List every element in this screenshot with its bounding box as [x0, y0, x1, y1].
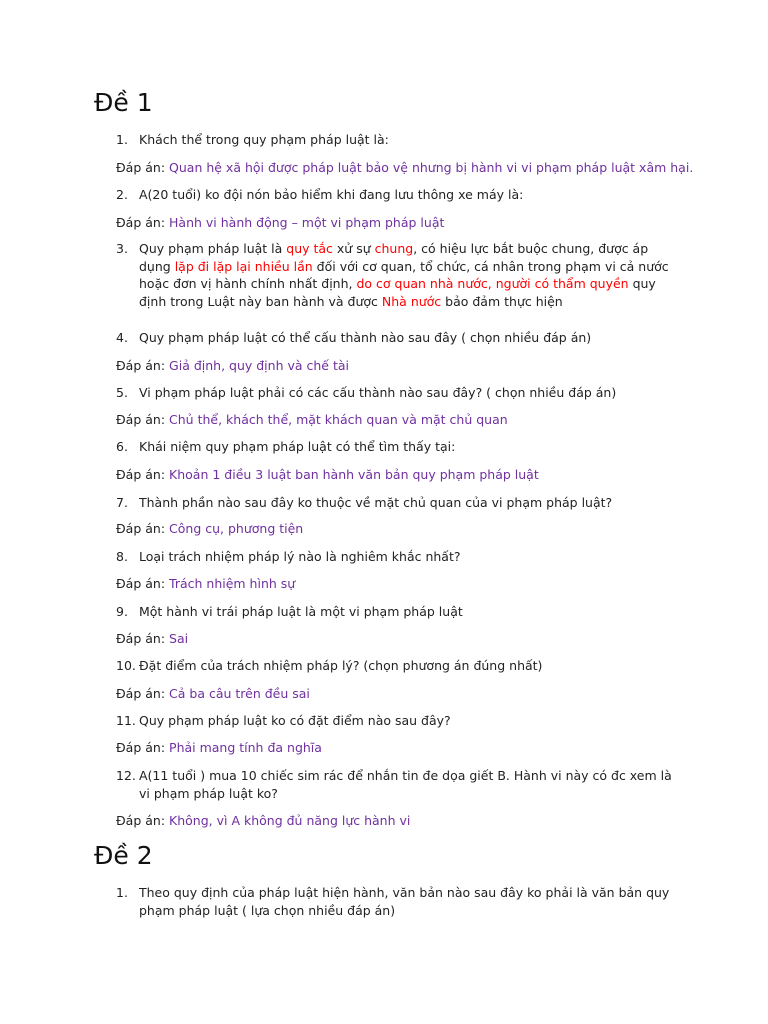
answer-prefix: Đáp án:: [116, 686, 170, 701]
answer-prefix: Đáp án:: [116, 631, 170, 646]
answer-prefix: Đáp án:: [116, 467, 170, 482]
text-segment: , có hiệu lực bắt buộc chung, được áp dụng: [139, 241, 649, 274]
answer-10: [116, 685, 716, 703]
answer-value: Sai: [169, 631, 189, 646]
question-text: Đặt điểm của trách nhiệm pháp lý? (chọn phương án đúng nhất): [139, 658, 543, 673]
answer-4: [116, 357, 716, 375]
answer-value: Trách nhiệm hình sự: [169, 576, 296, 591]
question-text: Loại trách nhiệm pháp lý nào là nghiêm khắc nhất?: [139, 549, 461, 564]
answer-value: Chủ thể, khách thể, mặt khách quan và mặt chủ quan: [169, 412, 508, 427]
question-number: 11.: [116, 713, 136, 728]
question-text: Theo quy định của pháp luật hiện hành, văn bản nào sau đây ko phải là văn bản quy phạm pháp luật ( lựa chọn nhiều đáp án): [139, 885, 670, 918]
answer-value: Cả ba câu trên đều sai: [169, 686, 310, 701]
answer-7: [116, 520, 716, 538]
section-title-de-1: Đề 1: [94, 88, 153, 117]
answer-9: [116, 630, 716, 648]
text-segment: bảo đảm thực hiện: [441, 293, 563, 309]
highlight-segment: do cơ quan nhà nước, người có thẩm quyền: [356, 276, 629, 291]
text-segment: Quy phạm pháp luật là: [139, 241, 287, 256]
answer-1: [116, 159, 716, 177]
question-number: 2.: [116, 187, 128, 202]
answer-5: [116, 411, 716, 429]
section-title-de-2: Đề 2: [94, 841, 153, 870]
question-number: 7.: [116, 495, 128, 510]
answer-prefix: Đáp án:: [116, 215, 170, 230]
question-number: 10.: [116, 658, 136, 673]
answer-prefix: Đáp án:: [116, 740, 170, 755]
question-text: A(11 tuổi ) mua 10 chiếc sim rác để nhắn tin đe dọa giết B. Hành vi này có đc xem là vi phạm pháp luật ko?: [139, 768, 672, 801]
answer-value: Quan hệ xã hội được pháp luật bảo vệ nhưng bị hành vi vi phạm pháp luật xâm hại.: [169, 160, 694, 175]
question-number: 8.: [116, 549, 128, 564]
question-text: Quy phạm pháp luật có thể cấu thành nào sau đây ( chọn nhiều đáp án): [139, 330, 592, 345]
question-text: Một hành vi trái pháp luật là một vi phạm pháp luật: [139, 604, 463, 619]
highlight-segment: Nhà nước: [381, 293, 442, 309]
answer-value: Khoản 1 điều 3 luật ban hành văn bản quy phạm pháp luật: [169, 467, 539, 482]
question-text: A(20 tuổi) ko đội nón bảo hiểm khi đang lưu thông xe máy là:: [139, 187, 524, 202]
answer-6: [116, 466, 716, 484]
answer-value: Không, vì A không đủ năng lực hành vi: [169, 813, 411, 828]
answer-value: Giả định, quy định và chế tài: [169, 358, 349, 373]
answer-prefix: Đáp án:: [116, 521, 170, 536]
answer-prefix: Đáp án:: [116, 813, 170, 828]
highlight-segment: chung: [374, 241, 414, 256]
question-text: Vi phạm pháp luật phải có các cấu thành nào sau đây? ( chọn nhiều đáp án): [139, 385, 617, 400]
text-segment: đối với cơ quan, tổ chức, cá nhân trong phạm vi cả nước hoặc đơn vị hành chính nhất định,: [139, 258, 669, 291]
answer-value: Hành vi hành động – một vi phạm pháp luật: [169, 215, 445, 230]
answer-11: [116, 739, 716, 757]
question-text: Quy phạm pháp luật ko có đặt điểm nào sau đây?: [139, 713, 451, 728]
answer-prefix: Đáp án:: [116, 160, 170, 175]
answer-prefix: Đáp án:: [116, 412, 170, 427]
question-number: 6.: [116, 439, 128, 454]
answer-8: [116, 575, 716, 593]
highlight-segment: lặp đi lặp lại nhiều lần: [174, 258, 313, 274]
highlight-segment: quy tắc: [286, 241, 333, 256]
question-number: 9.: [116, 604, 128, 619]
text-segment: xử sự: [332, 241, 375, 256]
question-number: 1.: [116, 885, 128, 900]
question-text: Khái niệm quy phạm pháp luật có thể tìm thấy tại:: [139, 439, 456, 454]
answer-prefix: Đáp án:: [116, 358, 170, 373]
question-number: 5.: [116, 385, 128, 400]
answer-12: [116, 812, 716, 830]
question-text: [139, 240, 674, 310]
question-number: 12.: [116, 768, 136, 783]
answer-2: [116, 214, 716, 232]
question-text: Thành phần nào sau đây ko thuộc về mặt chủ quan của vi phạm pháp luật?: [139, 495, 613, 510]
text-segment: quy định trong Luật này ban hành và được: [139, 276, 656, 309]
answer-value: Công cụ, phương tiện: [169, 521, 304, 536]
question-number: 4.: [116, 330, 128, 345]
question-text: Khách thể trong quy phạm pháp luật là:: [139, 132, 389, 147]
question-number: 3.: [116, 241, 128, 256]
answer-prefix: Đáp án:: [116, 576, 170, 591]
answer-value: Phải mang tính đa nghĩa: [169, 740, 322, 755]
question-number: 1.: [116, 132, 128, 147]
